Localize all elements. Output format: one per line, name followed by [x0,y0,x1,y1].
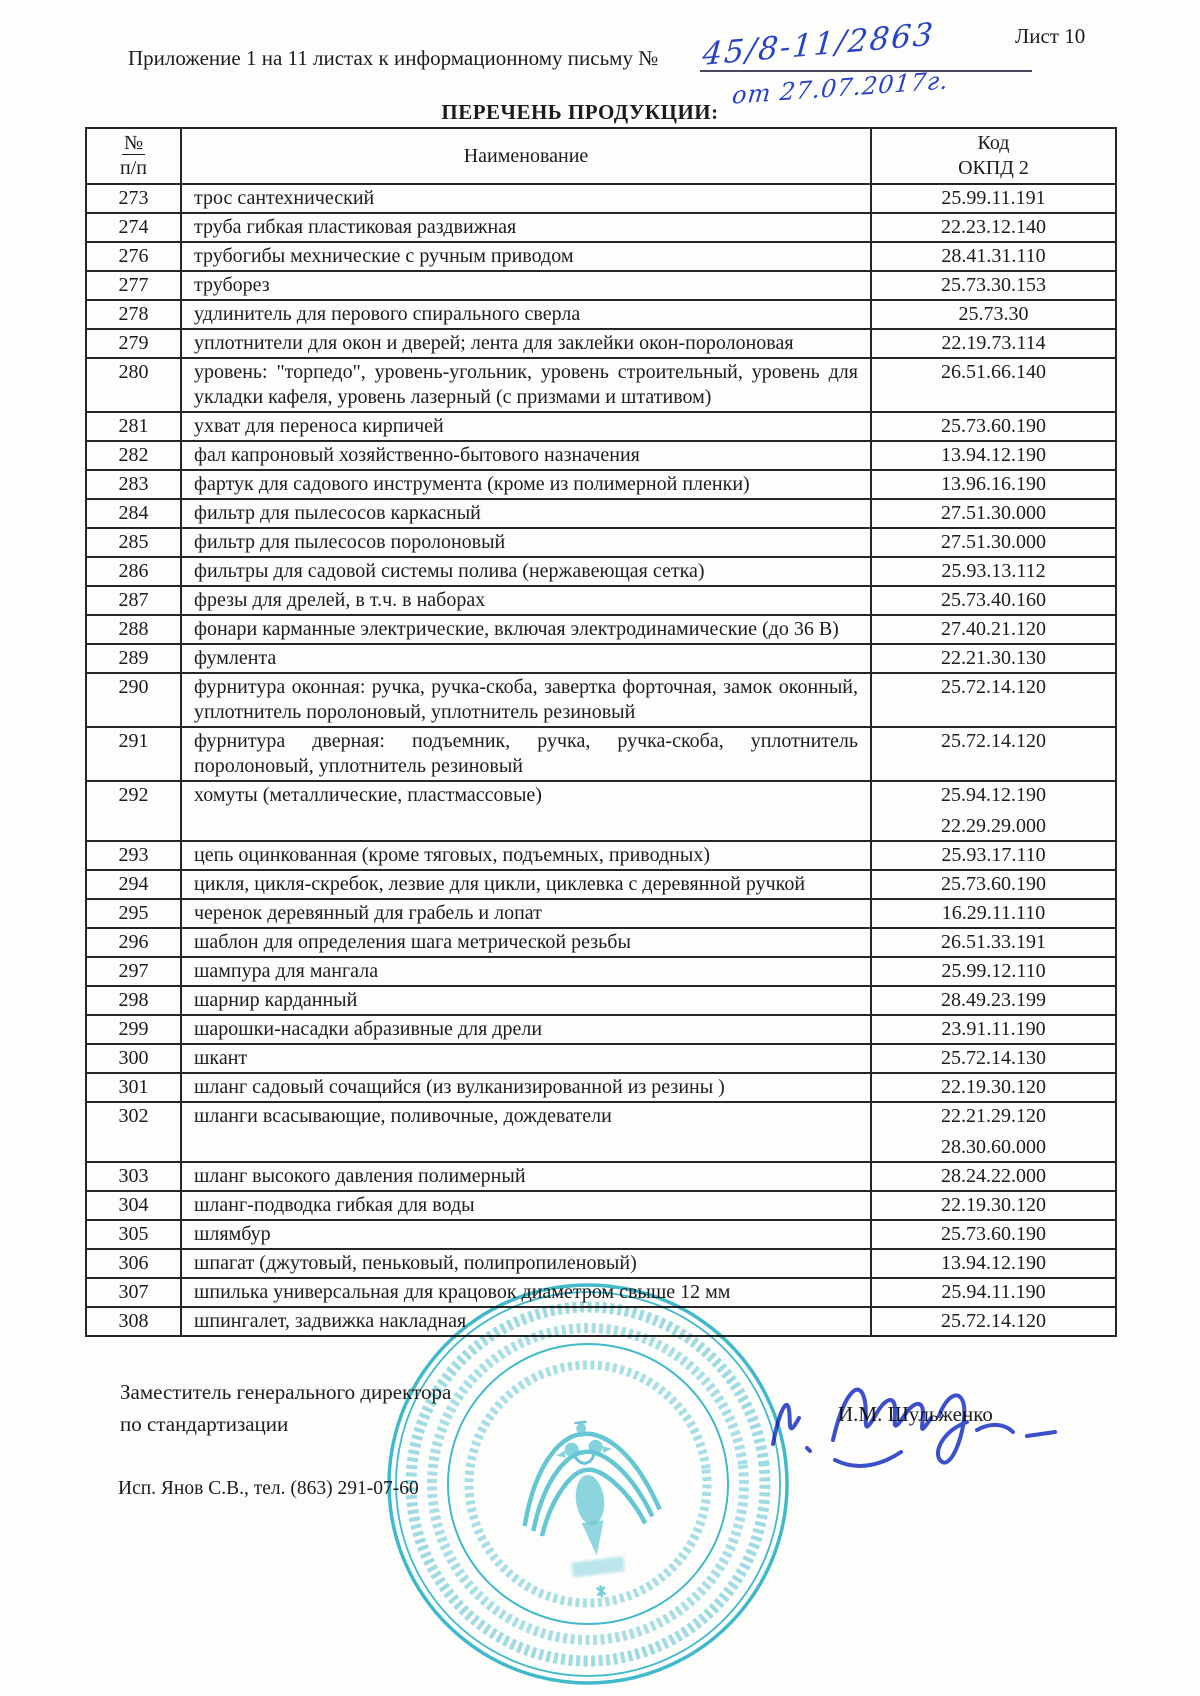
product-name-cell: шпагат (джутовый, пеньковый, полипропиленовый) [181,1249,871,1278]
okpd-code-value: 16.29.11.110 [941,902,1046,924]
table-row [86,271,1116,300]
product-name-cell: цикля, цикля-скребок, лезвие для цикли, циклевка с деревянной ручкой [181,870,871,899]
row-number-cell: 280 [86,358,181,412]
product-name-cell: ухват для переноса кирпичей [181,412,871,441]
table-row [86,727,1116,781]
okpd-code-value: 25.73.30.153 [941,274,1046,296]
product-name-cell: хомуты (металлические, пластмассовые) [181,781,871,841]
row-number-cell: 283 [86,470,181,499]
row-number-cell: 301 [86,1073,181,1102]
okpd-code-value: 26.51.33.191 [941,931,1046,953]
okpd-code-cell [871,358,1116,412]
table-row [86,986,1116,1015]
okpd-code-value: 25.99.11.191 [941,187,1046,209]
product-name-cell: труборез [181,271,871,300]
col-header-num [86,128,181,184]
product-name-cell: фрезы для дрелей, в т.ч. в наборах [181,586,871,615]
product-name-cell: фильтры для садовой системы полива (нержавеющая сетка) [181,557,871,586]
okpd-code-value: 25.72.14.120 [941,1310,1046,1332]
row-number-cell: 302 [86,1102,181,1162]
okpd-code-cell [871,1015,1116,1044]
okpd-code-cell [871,1044,1116,1073]
row-number-cell: 290 [86,673,181,727]
row-number-cell: 277 [86,271,181,300]
table-row [86,213,1116,242]
okpd-code-cell [871,1102,1116,1162]
okpd-code-cell [871,1249,1116,1278]
okpd-code-cell [871,615,1116,644]
row-number-cell: 286 [86,557,181,586]
product-name-cell: шланги всасывающие, поливочные, дождеватели [181,1102,871,1162]
okpd-code-cell [871,528,1116,557]
okpd-code-value: 25.73.60.190 [941,1223,1046,1245]
table-row [86,557,1116,586]
appendix-reference-line [128,46,658,71]
executor-contact-line: Исп. Янов С.В., тел. (863) 291-07-60 [118,1478,419,1499]
product-name-cell: шарнир карданный [181,986,871,1015]
okpd-code-cell [871,928,1116,957]
okpd-code-cell [871,870,1116,899]
okpd-code-cell [871,1220,1116,1249]
row-number-cell: 304 [86,1191,181,1220]
okpd-code-cell [871,673,1116,727]
row-number-cell: 289 [86,644,181,673]
okpd-code-value: 25.73.30 [958,303,1029,325]
table-row [86,1073,1116,1102]
okpd-code-value: 26.51.66.140 [941,361,1046,383]
signature-scribble [755,1352,1095,1492]
okpd-code-value: 25.99.12.110 [941,960,1046,982]
table-row [86,1191,1116,1220]
okpd-code-value: 22.19.30.120 [941,1076,1046,1098]
table-row [86,184,1116,213]
row-number-cell: 298 [86,986,181,1015]
product-name-cell: шампура для мангала [181,957,871,986]
table-row [86,586,1116,615]
okpd-code-cell [871,1278,1116,1307]
okpd-code-value: 28.49.23.199 [941,989,1046,1011]
product-name-cell: уплотнители для окон и дверей; лента для заклейки окон-поролоновая [181,329,871,358]
okpd-code-cell [871,841,1116,870]
row-number-cell: 305 [86,1220,181,1249]
okpd-code-value: 25.73.40.160 [941,589,1046,611]
okpd-code-cell [871,586,1116,615]
row-number-cell: 299 [86,1015,181,1044]
row-number-cell: 294 [86,870,181,899]
row-number-cell: 306 [86,1249,181,1278]
okpd-code-cell [871,300,1116,329]
okpd-code-cell [871,781,1116,841]
row-number-cell: 292 [86,781,181,841]
product-name-cell: фал капроновый хозяйственно-бытового назначения [181,441,871,470]
product-name-cell: фильтр для пылесосов поролоновый [181,528,871,557]
okpd-code-value: 23.91.11.190 [941,1018,1046,1040]
table-row [86,781,1116,841]
okpd-code-value: 28.41.31.110 [941,245,1046,267]
okpd-code-cell [871,1073,1116,1102]
okpd-code-cell [871,213,1116,242]
table-row [86,673,1116,727]
okpd-code-value: 27.40.21.120 [941,618,1046,640]
product-name-cell: шпилька универсальная для крацовок диаметром свыше 12 мм [181,1278,871,1307]
table-row [86,928,1116,957]
col-header-num-symbol: № [123,132,144,154]
row-number-cell: 293 [86,841,181,870]
product-table [85,127,1117,1337]
okpd-code-cell [871,470,1116,499]
product-name-cell: шпингалет, задвижка накладная [181,1307,871,1336]
stamp-eagle-emblem [513,1414,664,1564]
okpd-code-value: 22.19.30.120 [941,1194,1046,1216]
product-name-cell: шланг высокого давления полимерный [181,1162,871,1191]
product-name-cell: фильтр для пылесосов каркасный [181,499,871,528]
product-name-cell: фонари карманные электрические, включая электродинамические (до 36 В) [181,615,871,644]
table-row [86,358,1116,412]
table-row [86,470,1116,499]
col-header-code [871,128,1116,184]
okpd-code-value: 25.93.17.110 [941,844,1046,866]
row-number-cell: 307 [86,1278,181,1307]
product-name-cell: цепь оцинкованная (кроме тяговых, подъемных, приводных) [181,841,871,870]
col-header-code-bottom: ОКПД 2 [958,157,1029,179]
okpd-code-cell [871,727,1116,781]
table-row [86,957,1116,986]
table-row [86,644,1116,673]
okpd-code-value: 25.94.12.190 [941,784,1046,806]
product-name-cell: труба гибкая пластиковая раздвижная [181,213,871,242]
okpd-code-cell [871,271,1116,300]
okpd-code-cell [871,899,1116,928]
table-row [86,300,1116,329]
okpd-code-value: 28.30.60.000 [941,1136,1046,1158]
table-header-row [86,128,1116,184]
okpd-code-value: 28.24.22.000 [941,1165,1046,1187]
row-number-cell: 279 [86,329,181,358]
round-stamp [368,1272,808,1696]
row-number-cell: 297 [86,957,181,986]
table-row [86,1220,1116,1249]
table-row [86,528,1116,557]
row-number-cell: 282 [86,441,181,470]
table-row [86,870,1116,899]
okpd-code-cell [871,441,1116,470]
sheet-number-label: Лист 10 [1015,24,1086,48]
table-row [86,412,1116,441]
okpd-code-cell [871,184,1116,213]
okpd-code-value: 27.51.30.000 [941,531,1046,553]
okpd-code-value: 25.94.11.190 [941,1281,1046,1303]
product-name-cell: шаблон для определения шага метрической резьбы [181,928,871,957]
okpd-code-value: 22.29.29.000 [941,815,1046,837]
col-header-name-label: Наименование [463,144,589,167]
okpd-code-cell [871,557,1116,586]
okpd-code-value: 27.51.30.000 [941,502,1046,524]
col-header-num-sub: п/п [120,157,147,179]
signer-position-line1: Заместитель генерального директора [120,1380,452,1404]
okpd-code-value: 13.94.12.190 [941,444,1046,466]
product-name-cell: фумлента [181,644,871,673]
product-name-cell: фурнитура оконная: ручка, ручка-скоба, завертка форточная, замок оконный, уплотнитель поролоновый, уплотнитель резиновый [181,673,871,727]
row-number-cell: 308 [86,1307,181,1336]
okpd-code-cell [871,412,1116,441]
row-number-cell: 274 [86,213,181,242]
okpd-code-value: 25.72.14.120 [941,676,1046,698]
product-name-cell: фурнитура дверная: подъемник, ручка, ручка-скоба, уплотнитель поролоновый, уплотнитель резиновый [181,727,871,781]
row-number-cell: 300 [86,1044,181,1073]
table-row [86,1015,1116,1044]
document-title: ПЕРЕЧЕНЬ ПРОДУКЦИИ: [441,100,719,124]
product-name-cell: трос сантехнический [181,184,871,213]
okpd-code-value: 25.93.13.112 [941,560,1046,582]
okpd-code-value: 22.21.30.130 [941,647,1046,669]
okpd-code-cell [871,986,1116,1015]
product-name-cell: шлямбур [181,1220,871,1249]
okpd-code-value: 13.94.12.190 [941,1252,1046,1274]
handwritten-letter-number: 45/8-11/2863 [701,16,937,74]
okpd-code-cell [871,1307,1116,1336]
okpd-code-cell [871,499,1116,528]
signer-position-line2: по стандартизации [120,1412,289,1436]
product-name-cell: удлинитель для перового спирального сверла [181,300,871,329]
okpd-code-value: 25.72.14.120 [941,730,1046,752]
okpd-code-value: 25.72.14.130 [941,1047,1046,1069]
product-name-cell: шкант [181,1044,871,1073]
table-row [86,1102,1116,1162]
row-number-cell: 287 [86,586,181,615]
handwritten-letter-date: от 27.07.2017г. [730,66,951,110]
table-row [86,499,1116,528]
row-number-cell: 273 [86,184,181,213]
product-name-cell: уровень: "торпедо", уровень-угольник, уровень строительный, уровень для укладки кафеля, уровень лазерный (с призмами и штативом) [181,358,871,412]
okpd-code-cell [871,957,1116,986]
row-number-cell: 276 [86,242,181,271]
product-name-cell: трубогибы мехнические с ручным приводом [181,242,871,271]
row-number-cell: 296 [86,928,181,957]
product-name-cell: черенок деревянный для грабель и лопат [181,899,871,928]
row-number-cell: 285 [86,528,181,557]
row-number-cell: 295 [86,899,181,928]
product-table-body [86,184,1116,1336]
table-row [86,441,1116,470]
product-name-cell: шарошки-насадки абразивные для дрели [181,1015,871,1044]
okpd-code-cell [871,242,1116,271]
product-name-cell: шланг садовый сочащийся (из вулканизированной из резины ) [181,1073,871,1102]
okpd-code-value: 13.96.16.190 [941,473,1046,495]
table-row [86,615,1116,644]
signer-name: И.М. Шульженко [838,1402,993,1426]
row-number-cell: 278 [86,300,181,329]
okpd-code-cell [871,644,1116,673]
product-name-cell: фартук для садового инструмента (кроме из полимерной пленки) [181,470,871,499]
col-header-code-top: Код [977,132,1010,154]
row-number-cell: 284 [86,499,181,528]
okpd-code-value: 22.19.73.114 [941,332,1046,354]
table-row [86,242,1116,271]
table-row [86,841,1116,870]
okpd-code-value: 25.73.60.190 [941,873,1046,895]
row-number-cell: 281 [86,412,181,441]
okpd-code-cell [871,1191,1116,1220]
row-number-cell: 288 [86,615,181,644]
row-number-cell: 303 [86,1162,181,1191]
table-row [86,1162,1116,1191]
appendix-reference-text: Приложение 1 на 11 листах к информационному письму № [128,46,659,70]
col-header-name [181,128,871,184]
product-name-cell: шланг-подводка гибкая для воды [181,1191,871,1220]
table-row [86,329,1116,358]
row-number-cell: 291 [86,727,181,781]
table-row [86,899,1116,928]
table-row [86,1044,1116,1073]
okpd-code-cell [871,1162,1116,1191]
okpd-code-cell [871,329,1116,358]
okpd-code-value: 22.23.12.140 [941,216,1046,238]
okpd-code-value: 22.21.29.120 [941,1105,1046,1127]
okpd-code-value: 25.73.60.190 [941,415,1046,437]
